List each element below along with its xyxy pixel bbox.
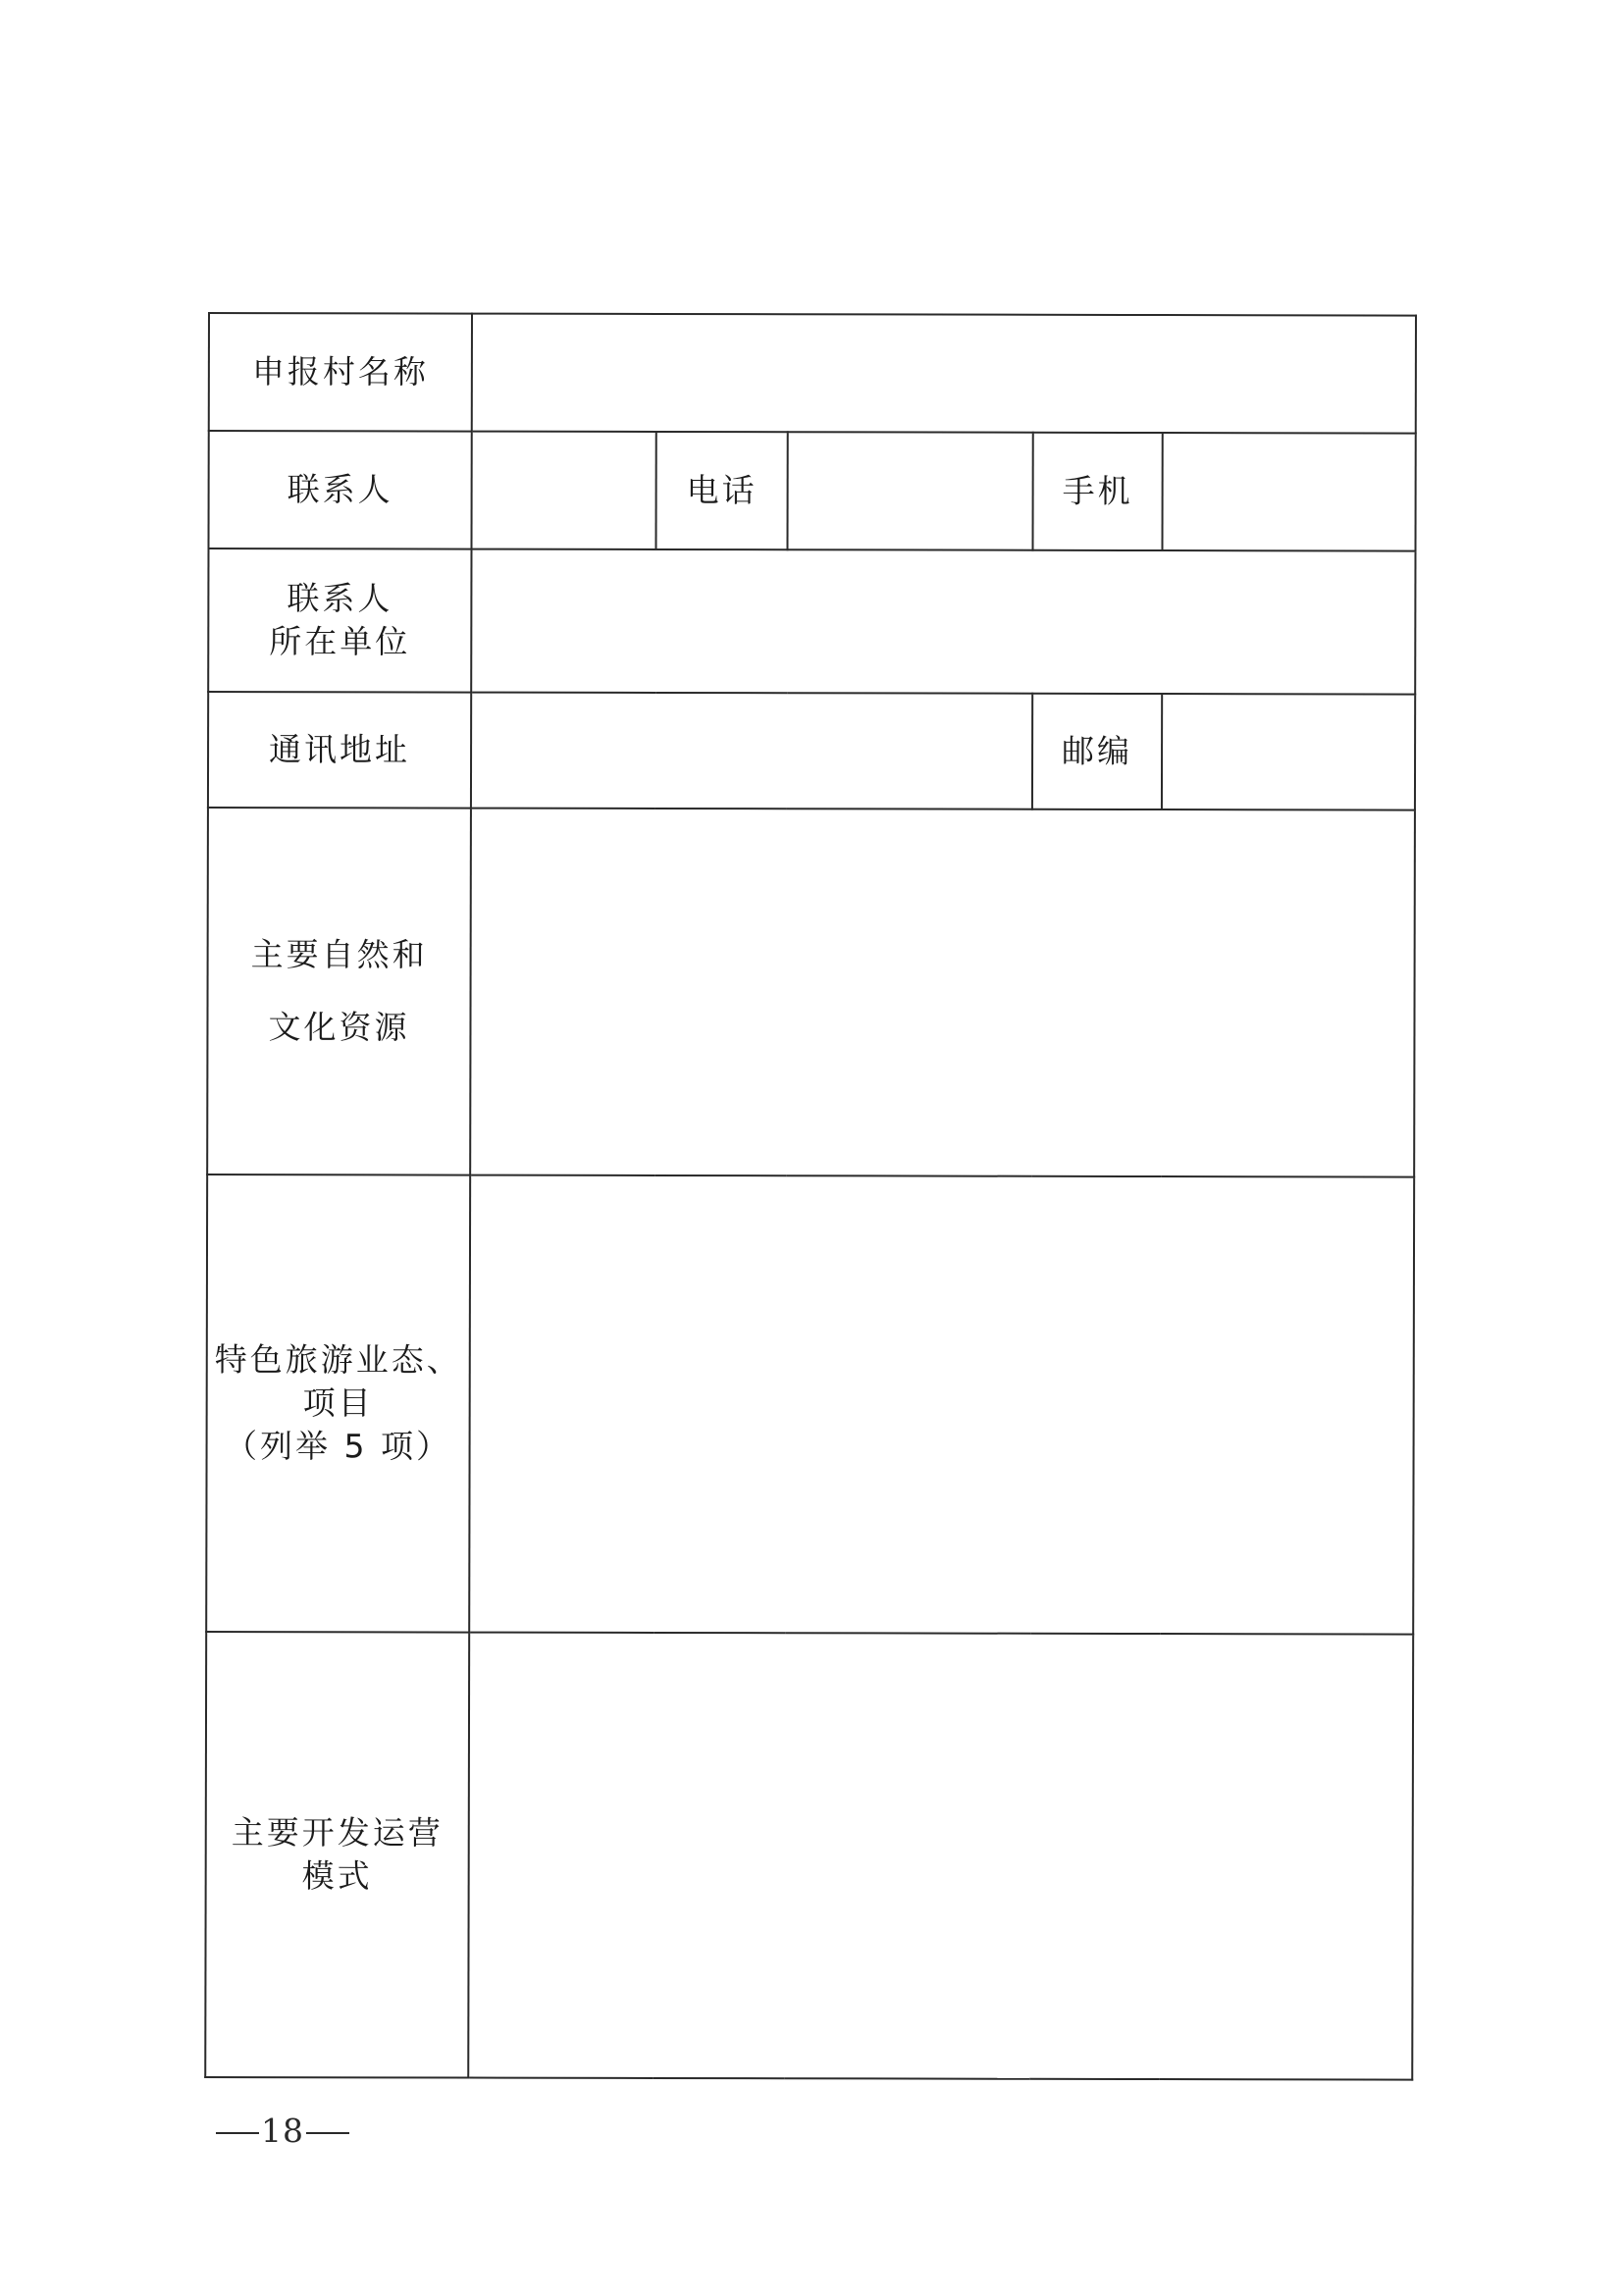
dash-left	[216, 2132, 259, 2134]
address-field[interactable]	[471, 693, 1032, 809]
tourism-label-line1: 特色旅游业态、	[214, 1340, 462, 1380]
mobile-label: 手机	[1032, 433, 1162, 550]
page-number-value: 18	[261, 2112, 304, 2150]
village-name-row	[209, 313, 1416, 434]
contact-row	[208, 431, 1415, 551]
operation-row	[205, 1632, 1413, 2080]
tourism-field[interactable]	[469, 1175, 1414, 1635]
mobile-field[interactable]	[1162, 433, 1415, 551]
resources-label	[207, 808, 471, 1175]
application-form-table	[204, 312, 1417, 2081]
address-row	[208, 692, 1415, 810]
postcode-field[interactable]	[1162, 694, 1415, 810]
tourism-label-line3: （列举 5 项）	[225, 1427, 452, 1466]
tourism-row	[206, 1174, 1414, 1635]
page-number	[214, 2112, 351, 2150]
resources-label-line2: 文化资源	[268, 1008, 410, 1047]
phone-label: 电话	[655, 432, 787, 549]
operation-label-line1: 主要开发运营	[231, 1813, 444, 1852]
dash-right	[306, 2132, 349, 2134]
contact-unit-field[interactable]	[471, 549, 1415, 695]
resources-label-line1: 主要自然和	[250, 935, 428, 974]
address-label: 通讯地址	[208, 692, 471, 809]
resources-field[interactable]	[470, 809, 1415, 1177]
contact-unit-label	[208, 548, 471, 693]
operation-field[interactable]	[468, 1633, 1413, 2080]
village-name-label: 申报村名称	[209, 313, 472, 432]
contact-field[interactable]	[471, 432, 655, 549]
contact-label: 联系人	[208, 431, 471, 549]
contact-unit-label-line1: 联系人	[287, 579, 393, 618]
tourism-label-line2: 项目	[302, 1383, 374, 1423]
resources-row	[207, 808, 1415, 1177]
postcode-label: 邮编	[1032, 694, 1162, 809]
contact-unit-row	[208, 548, 1415, 695]
contact-unit-label-line2: 所在单位	[269, 622, 411, 661]
village-name-field[interactable]	[472, 314, 1416, 434]
operation-label	[205, 1632, 469, 2078]
phone-field[interactable]	[787, 432, 1032, 550]
tourism-label	[206, 1174, 470, 1633]
operation-label-line2: 模式	[301, 1856, 373, 1896]
